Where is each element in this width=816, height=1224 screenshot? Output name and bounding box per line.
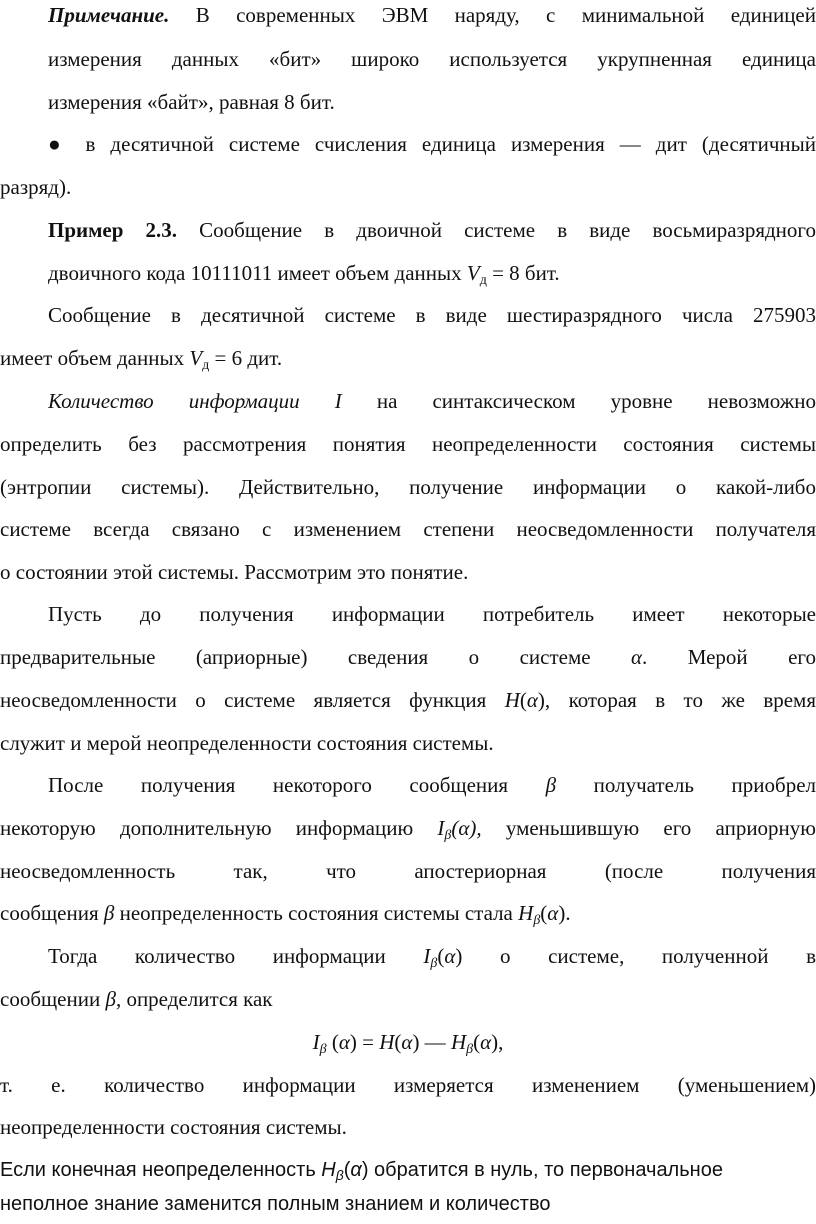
beta-symbol: β — [103, 901, 115, 925]
after-text-1a: После получения некоторого сообщения — [48, 773, 546, 797]
quantity-line-5: о состоянии этой системы. Рассмотрим это понятие. — [0, 560, 469, 584]
quantity-term: Количество информации — [48, 389, 300, 413]
quantity-text-1: на синтаксическом уровне невозможно — [376, 389, 816, 413]
example-text-2b: = 8 бит. — [486, 261, 560, 285]
alpha-symbol: α — [444, 944, 456, 968]
final-text-1c: ) обратится в нуль, то первоначальное — [361, 1159, 723, 1181]
volume-var-2: V — [189, 346, 203, 370]
note-line-1 — [48, 0, 816, 30]
then-text-1c: ) о системе, полученной в — [455, 944, 816, 968]
prior-line-4: служит и мерой неопределенности состояния системы. — [0, 731, 494, 755]
after-text-4b: неопределенность состояния системы стала — [114, 901, 519, 925]
after-text-2c: уменьшившую его априорную — [481, 816, 816, 840]
example-label: Пример 2.3. — [48, 218, 178, 242]
volume-sub: д — [479, 273, 487, 288]
after-text-4d: ). — [558, 901, 571, 925]
example2-text-2b: = 6 дит. — [209, 346, 283, 370]
after-line-2 — [0, 813, 816, 851]
beta-subscript: β — [335, 1167, 344, 1183]
after-line-3: неосведомленность так, что апостериорная (после получения — [0, 859, 816, 883]
formula — [0, 1027, 816, 1065]
then-line-2 — [0, 984, 816, 1014]
after-text-2b: (α), — [451, 816, 482, 840]
formula-entropy-var: H — [379, 1030, 395, 1054]
prior-line-3 — [0, 685, 816, 715]
note-text-1: В современных ЭВМ наряду, с минимальной единицей — [195, 3, 816, 27]
info-var: I — [437, 816, 445, 840]
bullet-line-2: разряд). — [0, 175, 72, 199]
alpha-symbol: α — [526, 688, 538, 712]
then-text-1a: Тогда количество информации — [48, 944, 424, 968]
alpha-symbol: α — [350, 1159, 362, 1181]
alpha-symbol: α — [338, 1030, 350, 1054]
example2-line-2 — [0, 343, 816, 381]
formula-equals: ) = — [349, 1030, 380, 1054]
formula-entropy-var: H — [450, 1030, 467, 1054]
example2-text-2a: имеет объем данных — [0, 346, 190, 370]
conclusion-line-2: неопределенности состояния системы. — [0, 1115, 347, 1139]
beta-subscript: β — [319, 1042, 327, 1057]
prior-text-2b: . Мерой его — [642, 645, 816, 669]
example-line-2 — [48, 258, 816, 296]
formula-end: ), — [491, 1030, 504, 1054]
prior-line-2 — [0, 642, 816, 672]
quantity-line-2: определить без рассмотрения понятия неопределенности состояния системы — [0, 432, 816, 456]
paren-open: ( — [437, 944, 445, 968]
beta-subscript: β — [444, 828, 452, 843]
bullet-line-1: ● в десятичной системе счисления единица измерения — дит (десятичный — [48, 132, 816, 156]
volume-var: V — [466, 261, 480, 285]
beta-symbol: β — [105, 987, 116, 1011]
then-text-2b: , определится как — [115, 987, 273, 1011]
final-text-1a: Если конечная неопределенность — [0, 1159, 322, 1181]
example-text-2a: двоичного кода 10111011 имеет объем данных — [48, 261, 467, 285]
after-line-1 — [48, 770, 816, 800]
conclusion-line-1: т. е. количество информации измеряется изменением (уменьшением) — [0, 1073, 816, 1097]
example2-line-1: Сообщение в десятичной системе в виде шестиразрядного числа 275903 — [48, 303, 816, 327]
entropy-var: H — [321, 1159, 336, 1181]
after-text-2a: некоторую дополнительную информацию — [0, 816, 438, 840]
alpha-symbol: α — [480, 1030, 492, 1054]
alpha-symbol: α — [547, 901, 559, 925]
after-text-1b: получатель приобрел — [556, 773, 816, 797]
paren-open: ( — [540, 901, 548, 925]
alpha-symbol: α — [630, 645, 643, 669]
beta-subscript: β — [430, 956, 438, 971]
formula-minus: ) — — [412, 1030, 451, 1054]
example-line-1 — [48, 215, 816, 245]
final-line-2: неполное знание заменится полным знанием и количество — [0, 1193, 551, 1215]
formula-paren: ( — [394, 1030, 402, 1054]
quantity-var: I — [334, 389, 342, 413]
quantity-line-1 — [48, 386, 816, 416]
info-var: I — [423, 944, 431, 968]
prior-line-1: Пусть до получения информации потребитель имеет некоторые — [48, 602, 816, 626]
note-label: Примечание. — [48, 3, 170, 27]
beta-subscript: β — [466, 1042, 474, 1057]
alpha-symbol: α — [401, 1030, 413, 1054]
then-line-1 — [48, 941, 816, 979]
after-line-4 — [0, 898, 816, 936]
volume-sub-2: д — [202, 358, 210, 373]
prior-text-3c: ), которая в то же время — [537, 688, 816, 712]
note-line-2: измерения данных «бит» широко используется укрупненная единица — [48, 47, 816, 71]
paren-open: ( — [519, 688, 527, 712]
paren-open: ( — [343, 1159, 351, 1181]
prior-text-2a: предварительные (априорные) сведения о системе — [0, 645, 631, 669]
quantity-line-4: системе всегда связано с изменением степени неосведомленности получателя — [0, 517, 816, 541]
formula-info-var: I — [312, 1030, 320, 1054]
example-text-1: Сообщение в двоичной системе в виде восьмиразрядного — [199, 218, 816, 242]
prior-text-3a: неосведомленности о системе является функция — [0, 688, 505, 712]
entropy-var: H — [518, 901, 534, 925]
formula-paren: ( — [473, 1030, 481, 1054]
then-text-2a: сообщении — [0, 987, 106, 1011]
quantity-line-3: (энтропии системы). Действительно, получение информации о какой-либо — [0, 475, 816, 499]
formula-paren: ( — [326, 1030, 339, 1054]
beta-subscript: β — [533, 913, 541, 928]
note-line-3: измерения «байт», равная 8 бит. — [48, 90, 335, 114]
beta-symbol: β — [545, 773, 557, 797]
final-line-1 — [0, 1155, 816, 1190]
entropy-var: H — [504, 688, 520, 712]
after-text-4a: сообщения — [0, 901, 104, 925]
